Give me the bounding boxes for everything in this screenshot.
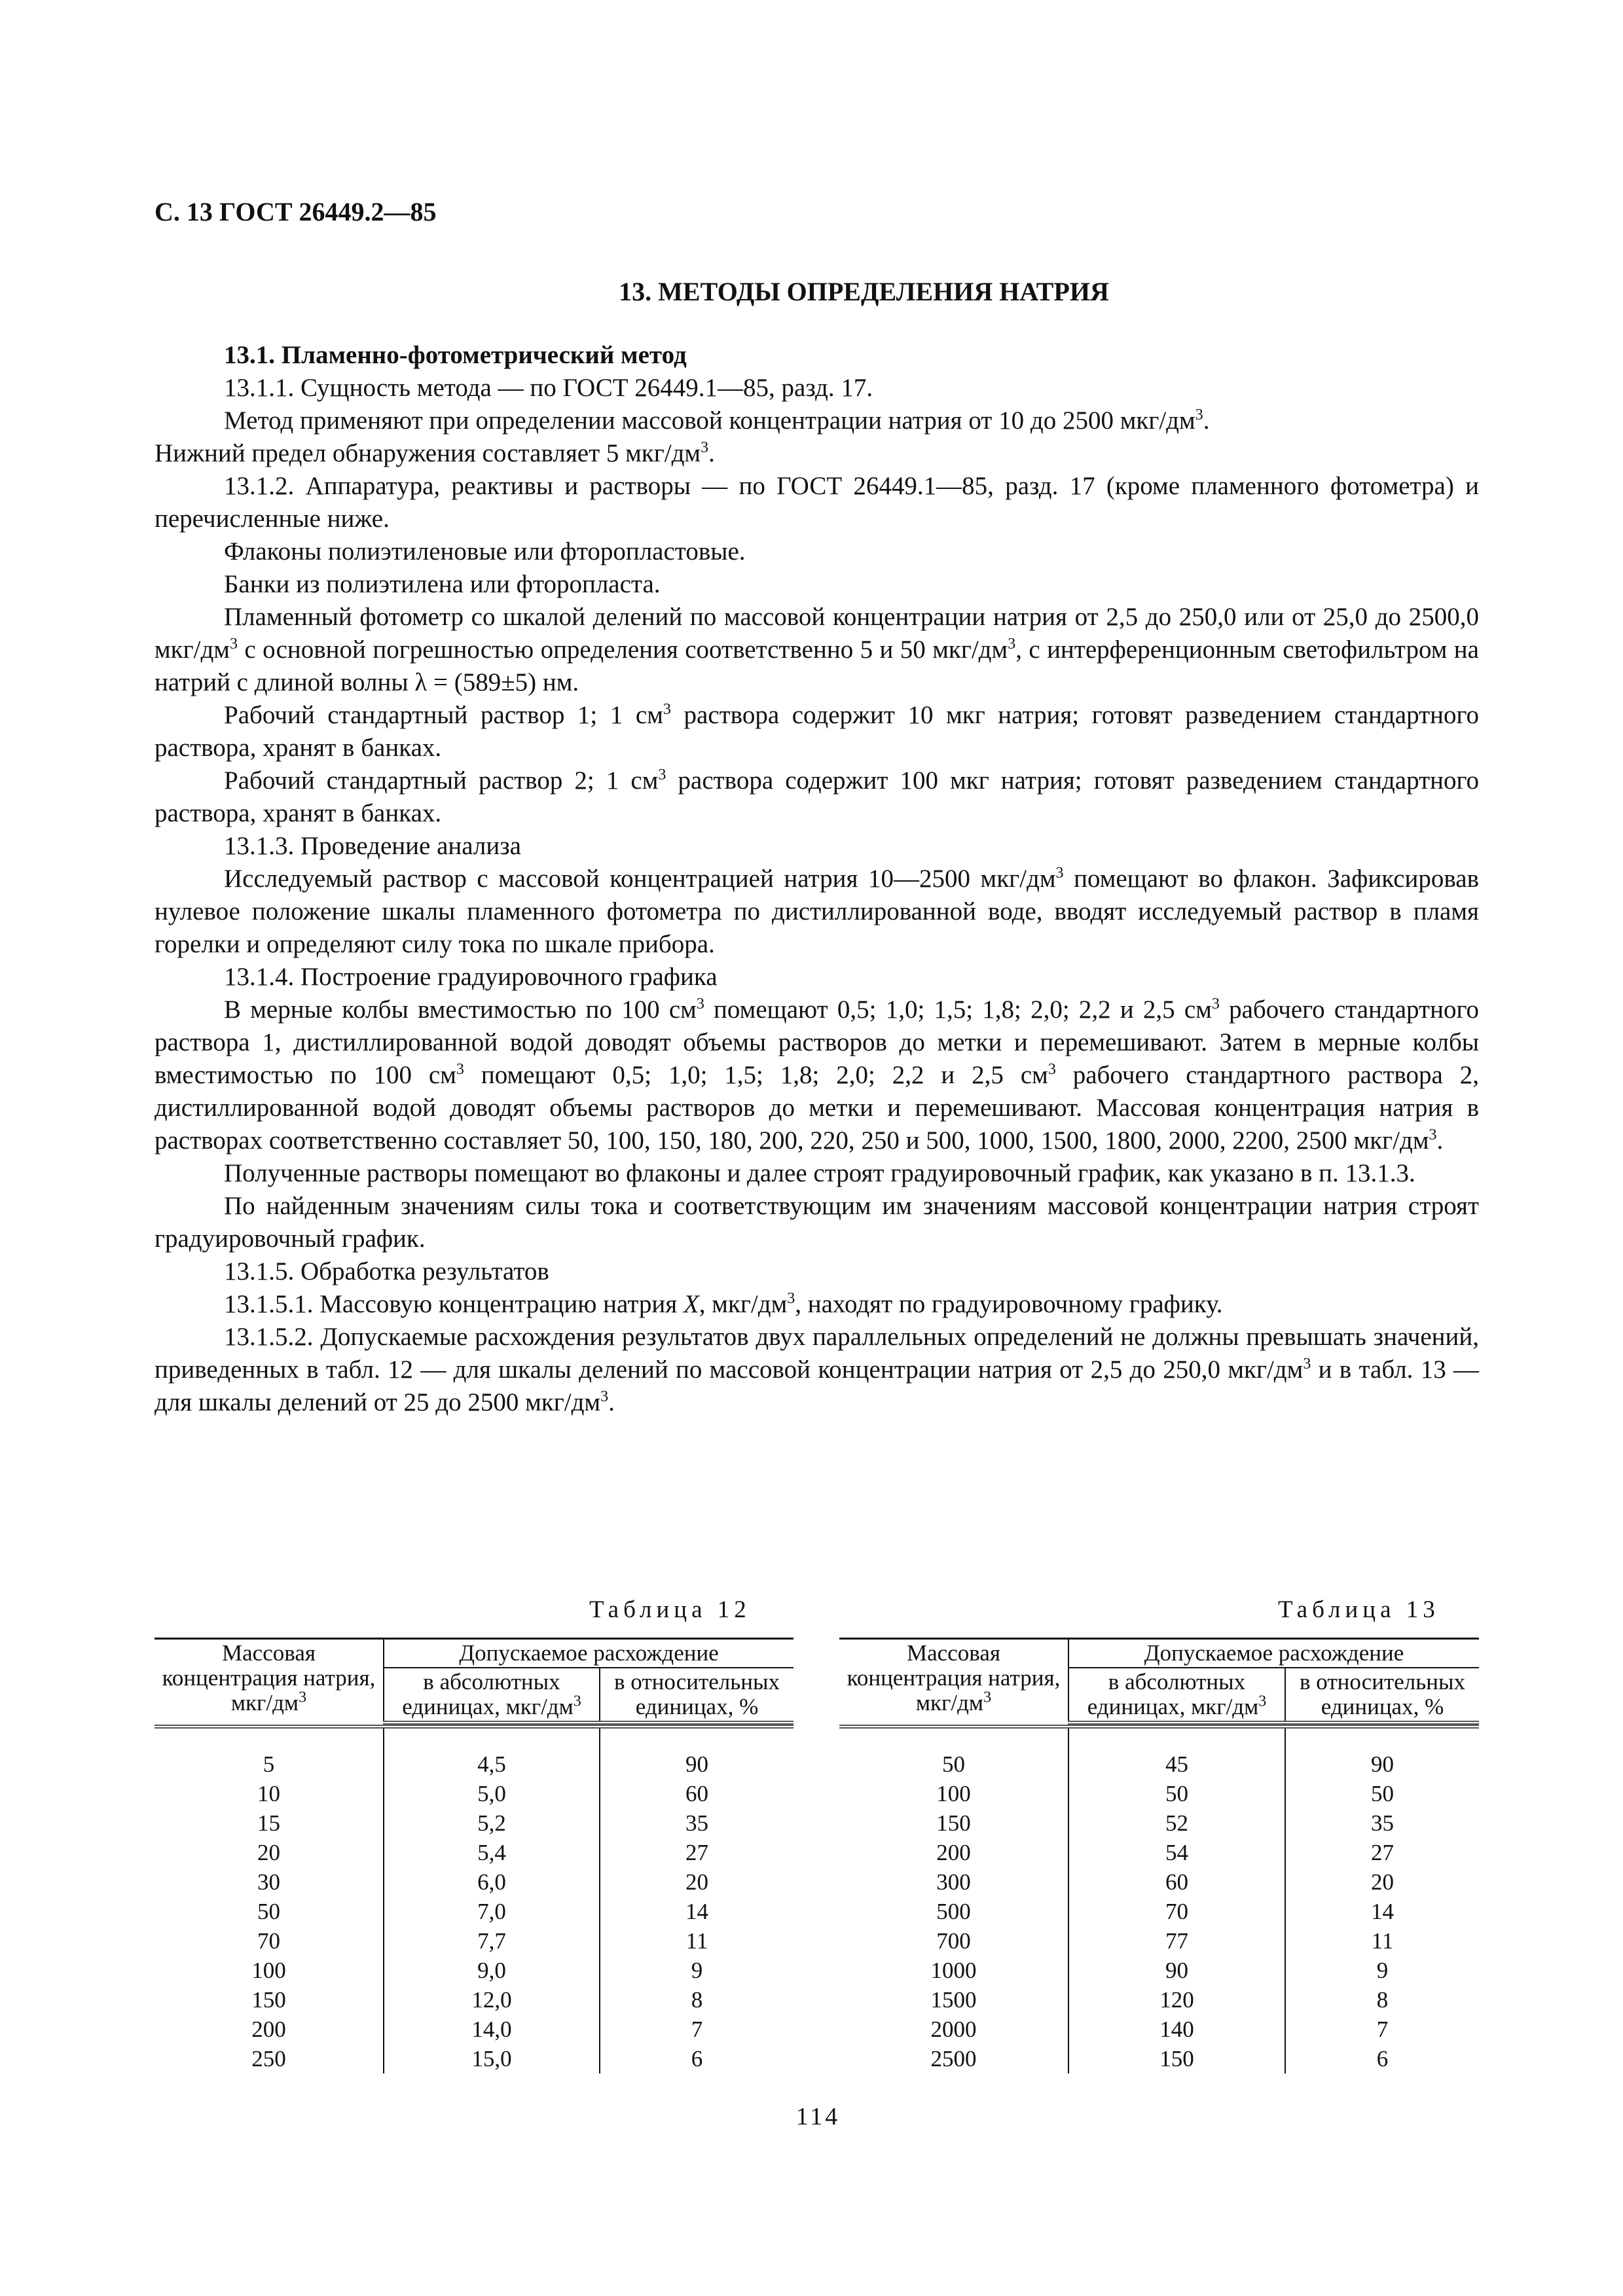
table12 (155, 1638, 793, 2073)
table-row (155, 1867, 793, 1897)
absolute-cell: 7,0 (384, 1897, 600, 1926)
paragraph: Пламенный фотометр со шкалой делений по массовой концентрации натрия от 2,5 до 250,0 или от 25,0 до 2500,0 мкг/$дм^3$ с основной погрешностью определения соответственно 5 и 50 мкг/$дм^3$, с интерференционным светофильтром на натрий с длиной волны λ = (589±5) нм. (155, 603, 1479, 696)
paragraph: 13.1.2. Аппаратура, реактивы и растворы — по ГОСТ 26449.1—85, разд. 17 (кроме пламенного фотометра) и перечисленные ниже. (155, 472, 1479, 533)
relative-cell: 27 (1285, 1838, 1479, 1867)
table13-col1-header: Массовая концентрация натрия, мкг/$дм^3$ (839, 1639, 1068, 1723)
concentration-cell: 15 (257, 1810, 280, 1836)
table13-caption: Таблица 13 (1278, 1596, 1440, 1623)
table-row (155, 1779, 793, 1808)
relative-cell: 14 (600, 1897, 793, 1926)
table12-col2-header: в абсолютных единицах, мкг/$дм^3$ (384, 1668, 600, 1723)
relative-cell: 60 (600, 1779, 793, 1808)
absolute-cell: 15,0 (384, 2044, 600, 2073)
absolute-cell: 52 (1068, 1808, 1285, 1838)
concentration-cell: 500 (936, 1899, 971, 1924)
concentration-cell: 2500 (930, 2046, 977, 2072)
table-row (839, 1926, 1479, 1956)
concentration-cell: 100 (936, 1781, 971, 1806)
relative-cell: 11 (1285, 1926, 1479, 1956)
subsection-title: 13.1. Пламенно-фотометрический метод (224, 341, 687, 369)
absolute-cell: 5,2 (384, 1808, 600, 1838)
table-row (155, 2015, 793, 2044)
table-row (839, 1727, 1479, 1779)
page-header: С. 13 ГОСТ 26449.2—85 (155, 197, 437, 226)
relative-cell: 50 (1285, 1779, 1479, 1808)
table12-col3-header: в относительных единицах, % (600, 1668, 793, 1723)
paragraph: Исследуемый раствор с массовой концентрацией натрия 10—2500 мкг/$дм^3$ помещают во флакон. Зафиксировав нулевое положение шкалы пламенного фотометра по дистиллированной воде, вводят исследуемый раствор в пламя горелки и определяют силу тока по шкале прибора. (155, 865, 1480, 958)
table12-group-header: Допускаемое расхождение (384, 1639, 793, 1668)
relative-cell: 35 (1285, 1808, 1479, 1838)
relative-cell: 20 (600, 1867, 793, 1897)
table13-col3-header: в относительных единицах, % (1285, 1668, 1479, 1723)
paragraph: Полученные растворы помещают во флаконы и далее строят градуировочный график, как указано в п. 13.1.3. (224, 1159, 1415, 1187)
table-row (155, 2044, 793, 2073)
paragraph: Метод применяют при определении массовой концентрации натрия от 10 до 2500 мкг/$дм^3$. Нижний предел обнаружения составляет 5 мкг/$дм^3$. (155, 406, 1210, 467)
table-row (155, 1727, 793, 1779)
table-row (839, 1985, 1479, 2015)
absolute-cell: 4,5 (384, 1727, 600, 1779)
relative-cell: 11 (600, 1926, 793, 1956)
paragraph: 13.1.5.2. Допускаемые расхождения результатов двух параллельных определений не должны превышать значений, приведенных в табл. 12 — для шкалы делений по массовой концентрации натрия от 2,5 до 250,0 мкг/$дм^3$ и в табл. 13 — для шкалы делений от 25 до 2500 мкг/$дм^3$. (155, 1323, 1479, 1416)
relative-cell: 27 (600, 1838, 793, 1867)
concentration-cell: 300 (936, 1869, 971, 1895)
absolute-cell: 90 (1068, 1956, 1285, 1985)
absolute-cell: 7,7 (384, 1926, 600, 1956)
paragraph: 13.1.4. Построение градуировочного графика (224, 963, 718, 991)
concentration-cell: 1500 (930, 1987, 977, 2013)
concentration-cell: 2000 (930, 2017, 977, 2042)
absolute-cell: 45 (1068, 1727, 1285, 1779)
concentration-cell: 150 (936, 1810, 971, 1836)
concentration-cell: 100 (251, 1958, 286, 1983)
concentration-cell: 70 (257, 1928, 280, 1954)
relative-cell: 7 (600, 2015, 793, 2044)
page-number: 114 (795, 2103, 841, 2130)
paragraph: Рабочий стандартный раствор 1; 1 $см^3$ раствора содержит 10 мкг натрия; готовят разведением стандартного раствора, хранят в банках. (155, 701, 1480, 762)
absolute-cell: 14,0 (384, 2015, 600, 2044)
concentration-cell: 1000 (930, 1958, 977, 1983)
table13 (839, 1638, 1479, 2073)
table-row (155, 1985, 793, 2015)
table13-col2-header: в абсолютных единицах, мкг/$дм^3$ (1068, 1668, 1285, 1723)
paragraph: 13.1.1. Сущность метода — по ГОСТ 26449.1—85, разд. 17. (224, 374, 873, 402)
table-row (155, 1838, 793, 1867)
relative-cell: 9 (600, 1956, 793, 1985)
concentration-cell: 150 (251, 1987, 286, 2013)
table-row (155, 1956, 793, 1985)
absolute-cell: 6,0 (384, 1867, 600, 1897)
paragraph: 13.1.5. Обработка результатов (224, 1257, 549, 1285)
concentration-cell: 200 (936, 1840, 971, 1865)
paragraph: По найденным значениям силы тока и соответствующим им значениям массовой концентрации натрия строят градуировочный график. (155, 1192, 1479, 1253)
section-title: 13. МЕТОДЫ ОПРЕДЕЛЕНИЯ НАТРИЯ (619, 277, 1109, 306)
absolute-cell: 77 (1068, 1926, 1285, 1956)
absolute-cell: 50 (1068, 1779, 1285, 1808)
absolute-cell: 5,4 (384, 1838, 600, 1867)
relative-cell: 8 (600, 1985, 793, 2015)
concentration-cell: 250 (251, 2046, 286, 2072)
absolute-cell: 12,0 (384, 1985, 600, 2015)
table-row (839, 1838, 1479, 1867)
table-row (839, 1808, 1479, 1838)
paragraph: Флаконы полиэтиленовые или фторопластовые. (224, 537, 746, 565)
paragraph: 13.1.3. Проведение анализа (224, 832, 521, 860)
table12-caption: Таблица 12 (589, 1596, 751, 1623)
table12-col1-header: Массовая концентрация натрия, мкг/$дм^3$ (155, 1639, 384, 1723)
table-row (839, 1956, 1479, 1985)
relative-cell: 6 (600, 2044, 793, 2073)
concentration-cell: 30 (257, 1869, 280, 1895)
table-row (839, 1897, 1479, 1926)
paragraph: Рабочий стандартный раствор 2; 1 $см^3$ раствора содержит 100 мкг натрия; готовят разведением стандартного раствора, хранят в банках. (155, 766, 1480, 827)
relative-cell: 8 (1285, 1985, 1479, 2015)
relative-cell: 90 (600, 1727, 793, 1779)
relative-cell: 35 (600, 1808, 793, 1838)
absolute-cell: 70 (1068, 1897, 1285, 1926)
concentration-cell: 10 (257, 1781, 280, 1806)
relative-cell: 20 (1285, 1867, 1479, 1897)
relative-cell: 7 (1285, 2015, 1479, 2044)
table-row (839, 2044, 1479, 2073)
paragraph: В мерные колбы вместимостью по 100 $см^3$ помещают 0,5; 1,0; 1,5; 1,8; 2,0; 2,2 и 2,5 $см^3$ рабочего стандартного раствора 1, дистиллированной водой доводят объемы растворов до метки и перемешивают. Затем в мерные колбы вместимостью по 100 $см^3$ помещают 0,5; 1,0; 1,5; 1,8; 2,0; 2,2 и 2,5 $см^3$ рабочего стандартного раствора 2, дистиллированной водой доводят объемы растворов до метки и перемешивают. Массовая концентрация натрия в растворах соответственно составляет 50, 100, 150, 180, 200, 220, 250 и 500, 1000, 1500, 1800, 2000, 2200, 2500 мкг/$дм^3$. (155, 996, 1479, 1155)
table-row (839, 1867, 1479, 1897)
concentration-cell: 50 (942, 1751, 965, 1777)
absolute-cell: 5,0 (384, 1779, 600, 1808)
relative-cell: 14 (1285, 1897, 1479, 1926)
table-row (155, 1808, 793, 1838)
absolute-cell: 54 (1068, 1838, 1285, 1867)
concentration-cell: 700 (936, 1928, 971, 1954)
absolute-cell: 150 (1068, 2044, 1285, 2073)
absolute-cell: 120 (1068, 1985, 1285, 2015)
paragraph: 13.1.5.1. Массовую концентрацию натрия X, мкг/$дм^3$, находят по градуировочному графику. (224, 1290, 1223, 1318)
absolute-cell: 60 (1068, 1867, 1285, 1897)
table-row (839, 1779, 1479, 1808)
concentration-cell: 20 (257, 1840, 280, 1865)
concentration-cell: 5 (263, 1751, 275, 1777)
table-row (155, 1926, 793, 1956)
absolute-cell: 140 (1068, 2015, 1285, 2044)
concentration-cell: 200 (251, 2017, 286, 2042)
absolute-cell: 9,0 (384, 1956, 600, 1985)
concentration-cell: 50 (257, 1899, 280, 1924)
relative-cell: 90 (1285, 1727, 1479, 1779)
relative-cell: 9 (1285, 1956, 1479, 1985)
table-row (839, 2015, 1479, 2044)
relative-cell: 6 (1285, 2044, 1479, 2073)
body-text (155, 339, 1479, 1419)
table13-group-header: Допускаемое расхождение (1068, 1639, 1479, 1668)
paragraph: Банки из полиэтилена или фторопласта. (224, 570, 661, 598)
table-row (155, 1897, 793, 1926)
